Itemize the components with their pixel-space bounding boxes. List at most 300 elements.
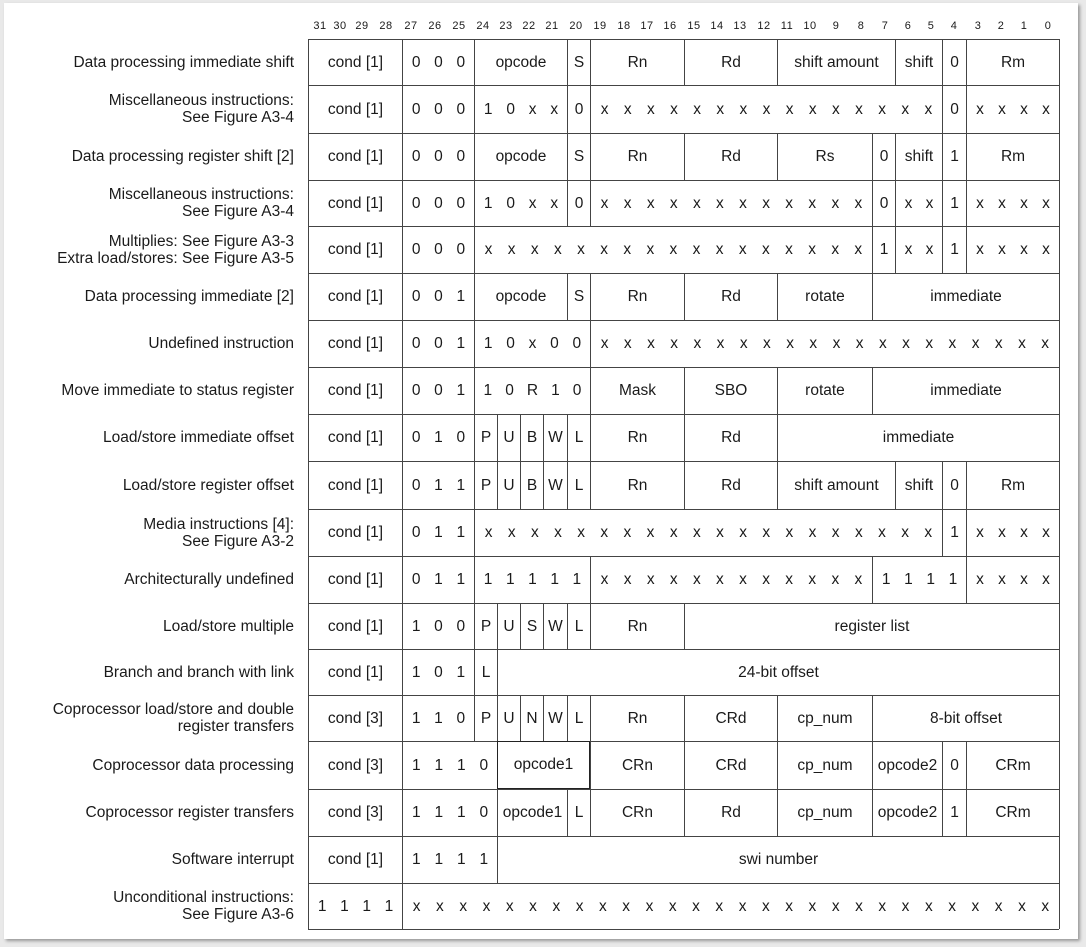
bit-number-17: 17 — [640, 20, 654, 32]
bit-number-5: 5 — [927, 20, 935, 32]
bit-value: x — [1042, 194, 1050, 212]
bit-field — [402, 695, 474, 741]
field-label: cond [3] — [327, 756, 384, 774]
bit-value: x — [855, 335, 864, 352]
row-label-line: Coprocessor register transfers — [85, 804, 294, 821]
field-label: opcode1 — [502, 804, 563, 821]
row-label-line: Multiplies: See Figure A3-3 — [108, 232, 294, 250]
row-label — [4, 39, 294, 85]
row-label-line: Coprocessor load/store and double — [52, 701, 294, 718]
bit-number-29: 29 — [355, 20, 369, 32]
bit-field — [308, 649, 402, 695]
field-label: Rn — [627, 476, 648, 494]
bit-field — [777, 695, 872, 741]
bit-field — [942, 509, 966, 556]
field-label: Rd — [721, 804, 741, 821]
bit-field — [895, 39, 942, 85]
field-label: cond [1] — [327, 288, 384, 305]
bit-value: 1 — [881, 571, 891, 588]
bit-field — [966, 180, 1059, 226]
bit-value: x — [831, 241, 840, 258]
bit-value: x — [716, 335, 725, 352]
bit-value: x — [1020, 194, 1028, 212]
bit-value: 1 — [411, 804, 421, 821]
bit-value: x — [785, 241, 793, 258]
bit-field — [777, 461, 895, 509]
bit-field — [308, 414, 402, 461]
bit-field — [543, 603, 567, 649]
bit-value: x — [785, 897, 794, 915]
bit-field — [543, 695, 567, 741]
bit-value: x — [901, 524, 909, 541]
bit-value: x — [855, 100, 863, 118]
bit-field — [402, 461, 474, 509]
row-label-line: Load/store immediate offset — [103, 429, 294, 446]
bit-field — [872, 741, 942, 789]
bit-field — [684, 789, 777, 836]
bit-field — [567, 461, 590, 509]
field-label: cond [1] — [327, 148, 384, 165]
bit-number-15: 15 — [687, 20, 701, 32]
row-label — [4, 414, 294, 461]
field-label: cond [3] — [327, 804, 384, 821]
bit-value: x — [507, 524, 516, 541]
field-label: L — [574, 617, 584, 635]
bit-field — [567, 133, 590, 180]
bit-value: x — [761, 241, 770, 258]
bit-field — [777, 367, 872, 414]
row-label-line: Software interrupt — [171, 851, 294, 868]
row-label — [4, 461, 294, 509]
bit-value: x — [692, 571, 701, 588]
bit-value: x — [577, 524, 585, 541]
bit-value: 1 — [434, 756, 444, 774]
field-label: Mask — [618, 382, 657, 399]
bit-field — [402, 180, 474, 226]
bit-value: x — [669, 571, 678, 588]
field-label: Rm — [1000, 148, 1026, 165]
field-label: opcode — [495, 288, 547, 305]
bit-value: x — [554, 241, 562, 258]
bit-field — [684, 133, 777, 180]
field-label: S — [573, 148, 585, 165]
bit-field — [590, 180, 872, 226]
bit-value: x — [484, 241, 493, 258]
bit-value: 0 — [479, 756, 489, 774]
row-label-line: See Figure A3-4 — [181, 203, 294, 220]
field-label: Rn — [627, 53, 648, 71]
bit-value: x — [646, 194, 655, 212]
bit-value: x — [600, 100, 609, 118]
bit-value: x — [550, 100, 559, 118]
bit-field — [308, 695, 402, 741]
bit-field — [402, 320, 474, 367]
bit-value: x — [878, 335, 887, 352]
bit-value: 1 — [434, 524, 443, 541]
bit-field — [895, 180, 942, 226]
bit-value: x — [507, 241, 516, 258]
field-label: 0 — [574, 100, 584, 118]
bit-field — [872, 226, 895, 273]
field-label: U — [503, 617, 515, 635]
bit-value: x — [739, 524, 747, 541]
bit-number-0: 0 — [1044, 20, 1052, 32]
field-label: Rn — [627, 617, 648, 635]
bit-field — [590, 461, 684, 509]
bit-value: x — [976, 100, 984, 118]
bit-field — [777, 133, 872, 180]
bit-field — [520, 603, 543, 649]
bit-field — [590, 414, 684, 461]
bit-value: x — [809, 335, 818, 352]
bit-value: 0 — [434, 148, 443, 165]
bit-value: x — [600, 524, 609, 541]
bit-field — [590, 320, 1059, 367]
bit-field — [942, 789, 966, 836]
field-label: cp_num — [797, 756, 853, 774]
field-label: P — [480, 429, 492, 446]
bit-value: x — [998, 524, 1006, 541]
grid-frame-right — [1059, 39, 1060, 929]
bit-value: x — [575, 897, 584, 915]
bit-field — [942, 226, 966, 273]
bit-field — [567, 695, 590, 741]
bit-number-19: 19 — [593, 20, 607, 32]
bit-field — [497, 603, 520, 649]
bit-value: x — [482, 897, 491, 915]
bit-field — [872, 695, 1059, 741]
bit-value: R — [526, 382, 539, 399]
field-label: Rd — [721, 429, 741, 446]
bit-field — [497, 414, 520, 461]
bit-number-23: 23 — [499, 20, 513, 32]
bit-value: x — [693, 100, 701, 118]
bit-field — [590, 556, 872, 603]
bit-value: x — [505, 897, 514, 915]
bit-field — [590, 367, 684, 414]
bit-field — [966, 461, 1059, 509]
field-label: immediate — [882, 429, 955, 446]
bit-value: 1 — [479, 851, 489, 868]
bit-number-6: 6 — [904, 20, 912, 32]
bit-value: x — [1020, 524, 1028, 541]
bit-value: 0 — [550, 335, 559, 352]
bit-number-20: 20 — [569, 20, 583, 32]
bit-number-2: 2 — [997, 20, 1005, 32]
bit-value: x — [998, 571, 1006, 588]
bit-value: x — [623, 335, 632, 352]
bit-number-26: 26 — [428, 20, 442, 32]
bit-field — [402, 367, 474, 414]
bit-field — [474, 603, 497, 649]
bit-value: x — [716, 194, 724, 212]
bit-value: x — [976, 194, 984, 212]
bit-value: x — [528, 100, 537, 118]
bit-field — [497, 461, 520, 509]
field-label: S — [573, 288, 585, 305]
bit-value: 1 — [456, 571, 466, 588]
bit-value: x — [854, 524, 863, 541]
bit-value: 0 — [411, 476, 421, 494]
bit-field — [308, 883, 402, 929]
bit-value: x — [646, 100, 655, 118]
bit-value: 0 — [411, 288, 421, 305]
bit-field — [942, 461, 966, 509]
row-label — [4, 273, 294, 320]
bit-field — [966, 741, 1059, 789]
field-label: W — [548, 476, 563, 494]
bit-value: x — [976, 571, 984, 588]
field-label: CRn — [621, 804, 653, 821]
bit-field — [308, 320, 402, 367]
bit-value: x — [669, 524, 678, 541]
bit-number-25: 25 — [452, 20, 466, 32]
bit-value: x — [976, 241, 984, 258]
bit-value: x — [1042, 571, 1050, 588]
field-label: shift amount — [794, 476, 879, 494]
bit-value: 1 — [904, 571, 913, 588]
bit-value: 1 — [483, 100, 493, 118]
bit-field — [567, 180, 590, 226]
bit-value: 0 — [434, 335, 443, 352]
field-label: cond [1] — [327, 617, 384, 635]
bit-field — [402, 649, 474, 695]
bit-field — [402, 85, 474, 133]
bit-value: 1 — [483, 194, 493, 212]
field-label: cond [1] — [327, 382, 384, 399]
bit-value: x — [854, 194, 863, 212]
bit-value: x — [600, 571, 609, 588]
bit-value: x — [528, 194, 537, 212]
field-label: U — [503, 429, 515, 446]
bit-value: x — [831, 571, 840, 588]
field-label: Rd — [721, 476, 741, 494]
bit-field — [777, 789, 872, 836]
bit-value: 1 — [456, 382, 466, 399]
bit-field — [497, 695, 520, 741]
row-label — [4, 180, 294, 226]
bit-field — [308, 180, 402, 226]
bit-value: 0 — [411, 241, 421, 258]
bit-value: x — [646, 241, 655, 258]
bit-value: x — [924, 897, 933, 915]
bit-value: x — [436, 897, 444, 915]
bit-field — [590, 741, 684, 789]
bit-value: x — [994, 335, 1003, 352]
bit-number-22: 22 — [522, 20, 536, 32]
bit-field — [777, 414, 1059, 461]
bit-value: 0 — [411, 194, 421, 212]
bit-value: x — [739, 335, 748, 352]
field-label: cond [1] — [327, 851, 384, 868]
bit-value: x — [739, 194, 747, 212]
field-label: CRd — [715, 756, 747, 774]
field-label: Rd — [721, 53, 741, 71]
bit-value: x — [904, 194, 913, 212]
field-label: B — [526, 476, 538, 494]
bit-field — [966, 85, 1059, 133]
bit-value: 0 — [479, 804, 489, 821]
bit-field — [497, 649, 1059, 695]
bit-field — [474, 367, 590, 414]
bit-number-8: 8 — [857, 20, 865, 32]
bit-value: x — [646, 524, 655, 541]
bit-value: x — [530, 524, 539, 541]
instruction-encoding-figure — [4, 3, 1078, 939]
field-label: cond [1] — [327, 476, 384, 494]
bit-value: x — [971, 335, 980, 352]
bit-value: 0 — [506, 100, 515, 118]
bit-field — [308, 836, 402, 883]
field-label: N — [526, 709, 538, 727]
bit-value: 0 — [505, 382, 514, 399]
bit-field — [308, 461, 402, 509]
bit-value: 1 — [483, 335, 493, 352]
field-label: Rn — [627, 148, 648, 165]
bit-value: 1 — [483, 382, 493, 399]
bit-value: x — [412, 897, 421, 915]
bit-number-21: 21 — [545, 20, 559, 32]
row-label-line: Data processing immediate [2] — [84, 288, 294, 305]
bit-value: x — [1042, 241, 1050, 258]
bit-field — [474, 226, 872, 273]
field-label: Rd — [721, 148, 741, 165]
field-label: 0 — [950, 53, 959, 71]
bit-field — [590, 603, 684, 649]
bit-value: 0 — [456, 148, 466, 165]
bit-field — [474, 85, 567, 133]
bit-value: x — [692, 524, 701, 541]
bit-field — [872, 180, 895, 226]
bit-field — [567, 273, 590, 320]
bit-value: 0 — [411, 429, 421, 446]
field-label: opcode — [495, 148, 547, 165]
bit-value: 1 — [411, 663, 421, 681]
bit-value: 0 — [434, 288, 443, 305]
bit-field — [872, 556, 966, 603]
bit-value: x — [808, 524, 817, 541]
field-label: cp_num — [797, 709, 853, 727]
row-label — [4, 85, 294, 133]
bit-value: x — [669, 241, 678, 258]
bit-value: x — [645, 897, 654, 915]
bit-value: x — [785, 524, 794, 541]
row-label-line: Branch and branch with link — [103, 663, 294, 681]
bit-field — [474, 695, 497, 741]
bit-field — [474, 649, 497, 695]
bit-number-12: 12 — [757, 20, 771, 32]
bit-field — [402, 741, 497, 789]
field-label: CRn — [621, 756, 653, 774]
bit-value: 1 — [926, 571, 935, 588]
field-label: 8-bit offset — [929, 709, 1003, 727]
field-label: 0 — [950, 100, 959, 118]
bit-value: 1 — [456, 756, 466, 774]
bit-value: 0 — [456, 53, 466, 71]
bit-value: x — [763, 335, 771, 352]
bit-value: x — [785, 194, 794, 212]
bit-field — [567, 603, 590, 649]
field-label: Rs — [815, 148, 835, 165]
bit-field — [590, 39, 684, 85]
bit-value: x — [1041, 897, 1050, 915]
bit-field — [543, 414, 567, 461]
field-label: 1 — [950, 148, 959, 165]
bit-value: x — [902, 335, 910, 352]
bit-field — [474, 414, 497, 461]
field-label: rotate — [805, 382, 845, 399]
bit-value: x — [762, 524, 771, 541]
bit-field — [474, 556, 590, 603]
bit-value: x — [552, 897, 561, 915]
bit-number-31: 31 — [313, 20, 327, 32]
bit-value: x — [925, 241, 934, 258]
bit-value: x — [600, 194, 609, 212]
bit-value: 1 — [362, 897, 371, 915]
bit-field — [872, 133, 895, 180]
bit-value: x — [739, 100, 748, 118]
bit-field — [474, 320, 590, 367]
row-label-line: Coprocessor data processing — [92, 756, 294, 774]
bit-field — [520, 461, 543, 509]
field-label: opcode2 — [877, 756, 938, 774]
bit-field — [308, 133, 402, 180]
bit-field — [942, 741, 966, 789]
bit-field — [872, 789, 942, 836]
bit-value: x — [948, 335, 957, 352]
bit-field — [895, 461, 942, 509]
bit-value: 1 — [434, 429, 443, 446]
bit-value: x — [994, 897, 1003, 915]
row-label-line: Miscellaneous instructions: — [108, 92, 294, 109]
field-label: L — [574, 804, 584, 821]
row-label — [4, 367, 294, 414]
bit-value: 0 — [411, 382, 421, 399]
field-label: P — [480, 709, 492, 727]
row-label-line: See Figure A3-4 — [181, 109, 294, 126]
field-label: Rm — [1000, 53, 1026, 71]
bit-value: x — [761, 897, 770, 915]
row-label-line: Architecturally undefined — [124, 571, 294, 588]
bit-value: x — [924, 100, 933, 118]
bit-field — [402, 603, 474, 649]
field-label: cond [1] — [327, 335, 384, 352]
field-label: L — [574, 709, 584, 727]
field-label: cond [3] — [327, 709, 384, 727]
field-label: SBO — [714, 382, 748, 399]
bit-value: x — [808, 241, 816, 258]
bit-value: x — [901, 897, 910, 915]
bit-value: x — [831, 524, 840, 541]
row-label-line: Data processing immediate shift — [73, 53, 294, 71]
row-label-line: Unconditional instructions: — [113, 889, 294, 906]
bit-value: x — [762, 100, 771, 118]
field-label: cond [1] — [327, 571, 384, 588]
bit-value: 1 — [384, 897, 394, 915]
bit-value: x — [600, 335, 609, 352]
row-label — [4, 741, 294, 789]
bit-field — [497, 836, 1059, 883]
bit-value: x — [647, 335, 655, 352]
bit-field — [567, 789, 590, 836]
bit-field — [308, 273, 402, 320]
bit-value: 0 — [411, 53, 421, 71]
field-label: cond [1] — [327, 194, 384, 212]
bit-number-18: 18 — [617, 20, 631, 32]
bit-value: x — [577, 241, 585, 258]
bit-field — [684, 695, 777, 741]
bit-value: x — [623, 571, 632, 588]
